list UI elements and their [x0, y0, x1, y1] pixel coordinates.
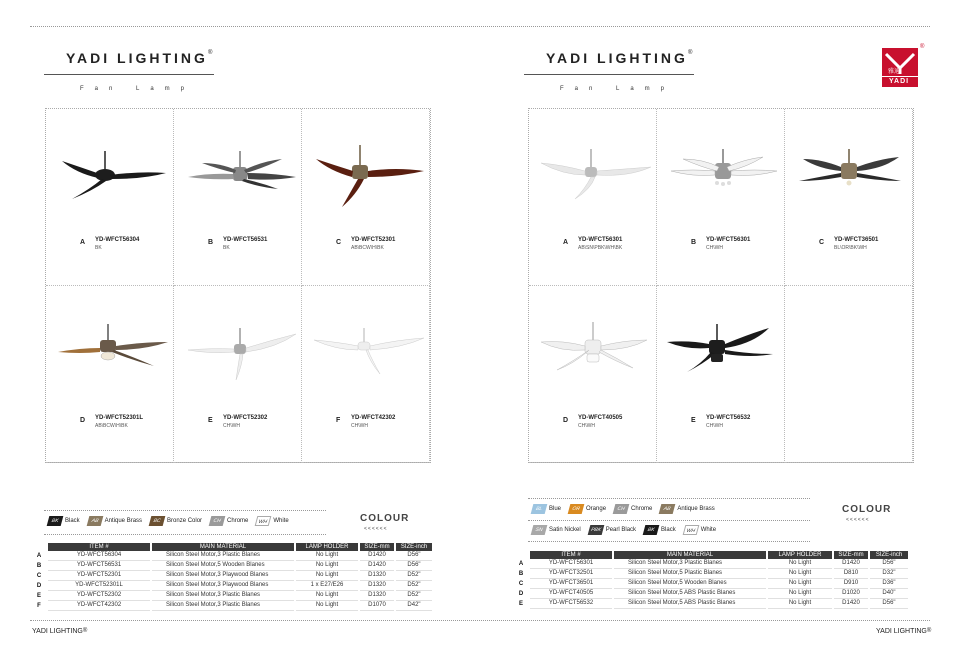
brand-underline — [524, 74, 694, 75]
empty-card — [785, 286, 913, 463]
product-grid — [45, 108, 431, 463]
product-finish: BK — [95, 245, 102, 251]
colour-swatches — [532, 504, 723, 514]
swatch-chip: WH — [682, 525, 699, 535]
swatch-item: BC Bronze Color — [150, 516, 202, 526]
product-code: YD-WFCT56304 — [95, 237, 140, 243]
logo-reg: ® — [920, 44, 925, 50]
table-header: ITEM # — [530, 551, 612, 559]
brand-title: YADI LIGHTING® — [66, 50, 213, 66]
ceiling-fan-white-5-blade-icon — [533, 314, 653, 394]
table-row: B YD-WFCT56531 Silicon Steel Motor,5 Wooden Blanes No Light D1420 D56" — [32, 561, 432, 571]
product-finish: AB\BCW\H\BK — [95, 423, 128, 429]
table-row: A YD-WFCT56304 Silicon Steel Motor,3 Plastic Blanes No Light D1420 D56" — [32, 551, 432, 561]
ceiling-fan-white-3-blade-icon — [533, 137, 653, 217]
product-finish: CH\WH — [223, 423, 240, 429]
swatch-chip: WH — [255, 516, 272, 526]
footer-brand: YADI LIGHTING® — [876, 628, 932, 635]
page-subtitle: Fan Lamp — [560, 86, 676, 92]
product-card[interactable] — [174, 109, 302, 286]
ceiling-fan-chrome-light-kit-icon — [661, 137, 781, 217]
product-code: YD-WFCT56532 — [706, 415, 751, 421]
logo-cn: 雅迪 — [888, 69, 901, 75]
colour-arrows: <<<<<< — [364, 526, 388, 532]
swatch-divider — [528, 520, 810, 521]
ceiling-fan-chrome-5-blade-icon — [178, 137, 298, 217]
swatch-chip: BK — [643, 525, 660, 535]
product-code: YD-WFCT36501 — [834, 237, 879, 243]
swatch-item: BL Blue — [532, 504, 561, 514]
table-row: E YD-WFCT56532 Silicon Steel Motor,5 ABS Plastic Blanes No Light D1420 D56" — [514, 599, 908, 609]
swatch-chip: BL — [531, 504, 548, 514]
ceiling-fan-black-3-blade-icon — [50, 137, 170, 217]
product-card[interactable] — [46, 109, 174, 286]
ceiling-fan-black-5-blade-icon — [661, 314, 781, 394]
swatch-divider — [528, 498, 810, 499]
table-row: A YD-WFCT56301 Silicon Steel Motor,3 Plastic Blanes No Light D1420 D56" — [514, 559, 908, 569]
product-card[interactable] — [46, 286, 174, 463]
swatch-item: WH White — [256, 516, 288, 526]
swatch-chip: BK — [47, 516, 64, 526]
spec-table — [512, 551, 910, 609]
swatch-chip: CH — [613, 504, 630, 514]
product-letter: D — [80, 417, 86, 424]
product-code: YD-WFCT52301 — [351, 237, 396, 243]
product-card[interactable] — [174, 286, 302, 463]
product-finish: CH\WH — [351, 423, 368, 429]
swatch-item: WH White — [684, 525, 716, 535]
product-code: YD-WFCT52301L — [95, 415, 144, 421]
swatch-item: SN Satin Nickel — [532, 525, 581, 535]
product-code: YD-WFCT56301 — [706, 237, 751, 243]
product-card[interactable] — [529, 286, 657, 463]
swatch-item: CH Chrome — [210, 516, 248, 526]
catalog-page-right — [480, 0, 960, 648]
swatch-chip: BC — [149, 516, 166, 526]
swatch-divider — [44, 510, 326, 511]
product-grid — [528, 108, 914, 463]
product-card[interactable] — [657, 109, 785, 286]
product-finish: AB\BCW\H\BK — [351, 245, 384, 251]
table-row: F YD-WFCT42302 Silicon Steel Motor,3 Plastic Blanes No Light D1070 D42" — [32, 601, 432, 611]
swatch-item: OR Orange — [569, 504, 606, 514]
product-letter: A — [80, 239, 86, 246]
swatch-chip: CH — [209, 516, 226, 526]
table-header: LAMP HOLDER — [296, 543, 358, 551]
product-card[interactable] — [302, 286, 430, 463]
table-header: ITEM # — [48, 543, 150, 551]
swatch-chip: SN — [531, 525, 548, 535]
product-code: YD-WFCT56531 — [223, 237, 268, 243]
product-letter: D — [563, 417, 569, 424]
product-letter: E — [691, 417, 696, 424]
product-letter: C — [336, 239, 342, 246]
brand-title: YADI LIGHTING® — [546, 50, 693, 66]
swatch-item: AB Antique Brass — [88, 516, 142, 526]
table-header: SIZE-inch — [396, 543, 432, 551]
product-card[interactable] — [302, 109, 430, 286]
swatch-chip: AB — [659, 504, 676, 514]
table-row: B YD-WFCT32501 Silicon Steel Motor,5 Plastic Blanes No Light D810 D32" — [514, 569, 908, 579]
ceiling-fan-bronze-5-blade-icon — [789, 137, 909, 217]
swatch-item: CH Chrome — [614, 504, 652, 514]
swatch-chip: PBK — [587, 525, 604, 535]
colour-heading: COLOUR — [842, 504, 892, 515]
swatch-item: BK Black — [644, 525, 676, 535]
product-finish: CH\WH — [706, 423, 723, 429]
product-finish: AB\SN\PBK\WH\BK — [578, 245, 623, 251]
spec-table — [30, 543, 434, 611]
product-letter: C — [819, 239, 825, 246]
ceiling-fan-white-3-blade-icon — [178, 314, 298, 394]
logo-text: YADI — [889, 78, 910, 85]
product-code: YD-WFCT40505 — [578, 415, 623, 421]
colour-arrows: <<<<<< — [846, 517, 870, 523]
product-letter: E — [208, 417, 213, 424]
table-row: E YD-WFCT52302 Silicon Steel Motor,3 Plastic Blanes No Light D1320 D52" — [32, 591, 432, 601]
product-code: YD-WFCT42302 — [351, 415, 396, 421]
product-letter: F — [336, 417, 341, 424]
brand-underline — [44, 74, 214, 75]
yadi-logo — [880, 44, 925, 88]
product-card[interactable] — [529, 109, 657, 286]
product-code: YD-WFCT56301 — [578, 237, 623, 243]
table-row: C YD-WFCT36501 Silicon Steel Motor,5 Wooden Blanes No Light D910 D36" — [514, 579, 908, 589]
swatch-item: AB Antique Brass — [660, 504, 714, 514]
table-row: D YD-WFCT40505 Silicon Steel Motor,5 ABS Plastic Blanes No Light D1020 D40" — [514, 589, 908, 599]
ceiling-fan-light-kit-icon — [50, 314, 170, 394]
swatch-divider — [44, 534, 326, 535]
table-header: MAIN MATERIAL — [614, 551, 766, 559]
table-header: LAMP HOLDER — [768, 551, 832, 559]
product-card[interactable] — [785, 109, 913, 286]
swatch-chip: OR — [568, 504, 585, 514]
swatch-divider — [528, 541, 810, 542]
swatch-item: BK Black — [48, 516, 80, 526]
product-finish: CH\WH — [578, 423, 595, 429]
footer-brand: YADI LIGHTING® — [32, 628, 88, 635]
product-code: YD-WFCT52302 — [223, 415, 268, 421]
swatch-item: PBK Pearl Black — [589, 525, 636, 535]
table-header: SIZE-mm — [360, 543, 394, 551]
table-header: MAIN MATERIAL — [152, 543, 294, 551]
ceiling-fan-brass-wood-blade-icon — [306, 137, 426, 217]
product-letter: B — [208, 239, 214, 246]
page-subtitle: Fan Lamp — [80, 86, 196, 92]
product-letter: A — [563, 239, 569, 246]
table-header: SIZE-inch — [870, 551, 908, 559]
product-finish: BK — [223, 245, 230, 251]
table-header: SIZE-mm — [834, 551, 868, 559]
colour-swatches — [532, 525, 724, 535]
colour-heading: COLOUR — [360, 513, 410, 524]
table-row: C YD-WFCT52301 Silicon Steel Motor,3 Playwood Blanes No Light D1320 D52" — [32, 571, 432, 581]
product-finish: CH\WH — [706, 245, 723, 251]
product-letter: B — [691, 239, 697, 246]
product-finish: BL\OR\BK\WH — [834, 245, 867, 251]
product-card[interactable] — [657, 286, 785, 463]
table-row: D YD-WFCT52301L Silicon Steel Motor,3 Playwood Blanes 1 x E27/E26 D1320 D52" — [32, 581, 432, 591]
colour-swatches — [48, 516, 297, 526]
swatch-chip: AB — [86, 516, 103, 526]
ceiling-fan-white-compact-icon — [306, 314, 426, 394]
